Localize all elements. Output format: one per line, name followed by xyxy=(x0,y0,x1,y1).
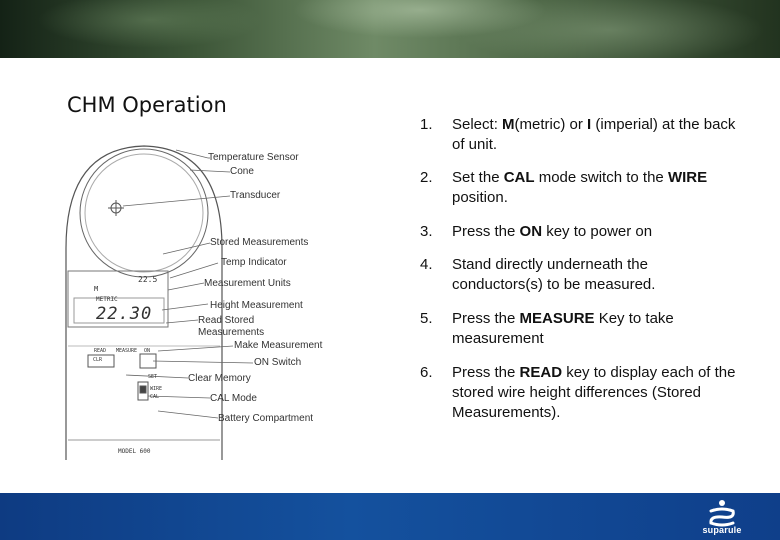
callout-read-stored-2: Measurements xyxy=(198,327,265,338)
step-text xyxy=(452,222,742,242)
step-text-segment: Press the xyxy=(452,310,520,327)
callout-clear-memory: Clear Memory xyxy=(188,373,251,384)
device-diagram xyxy=(58,128,388,468)
step-keyword: M xyxy=(502,116,515,133)
lcd-temp: 22.5 xyxy=(138,275,158,284)
step-text-segment: Set the xyxy=(452,169,504,186)
set-label: SET xyxy=(148,374,158,380)
step-text-segment: Press the xyxy=(452,223,520,240)
step-number: 1. xyxy=(420,116,433,133)
step-keyword: I xyxy=(587,116,592,133)
step-keyword: READ xyxy=(519,364,563,381)
callout-make-measurement: Make Measurement xyxy=(234,340,323,351)
step-number: 4. xyxy=(420,256,433,273)
step-keyword: ON xyxy=(519,223,543,240)
step-text-segment: (metric) or xyxy=(514,116,588,133)
step-keyword: WIRE xyxy=(667,169,708,186)
clear-key-label: CLR xyxy=(93,357,103,363)
callout-height-measurement: Height Measurement xyxy=(210,300,303,311)
read-key-label: READ xyxy=(94,348,107,354)
lcd-unit: M xyxy=(94,285,99,293)
step-text-segment: (imperial) at the back of unit. xyxy=(452,116,736,153)
callout-read-stored-1: Read Stored xyxy=(198,315,255,326)
step-text-segment: key to power on xyxy=(542,223,653,240)
step-keyword: CAL xyxy=(503,169,535,186)
brand-name: suparule xyxy=(702,525,742,535)
cal-label: CAL xyxy=(150,394,160,400)
callout-temp-indicator: Temp Indicator xyxy=(221,257,287,268)
bottom-banner xyxy=(0,493,780,540)
callout-cal-mode: CAL Mode xyxy=(210,393,257,404)
step-text-segment: Stand directly underneath the conductors(s) to be measured. xyxy=(452,256,656,293)
lcd-reading: 22.30 xyxy=(96,304,153,324)
measure-key-label: MEASURE xyxy=(116,348,138,354)
step-text-segment: Press the xyxy=(452,364,520,381)
step-text xyxy=(452,115,742,155)
step-text-segment: mode switch to the xyxy=(534,169,668,186)
step-text-segment: Key to take measurement xyxy=(452,310,674,347)
step-text xyxy=(452,168,742,208)
callout-battery-compartment: Battery Compartment xyxy=(218,413,314,424)
model-label: MODEL 600 xyxy=(118,448,151,455)
step-text xyxy=(452,363,742,423)
top-banner xyxy=(0,0,780,58)
step-number: 5. xyxy=(420,310,433,327)
step-text-segment: key to display each of the stored wire height differences (Stored Measurements). xyxy=(452,364,736,421)
callout-transducer: Transducer xyxy=(230,190,281,201)
step-number: 2. xyxy=(420,169,433,186)
lcd-mode: METRIC xyxy=(96,296,118,303)
step-text-segment: Select: xyxy=(452,116,503,133)
step-number: 3. xyxy=(420,223,433,240)
on-key-label: ON xyxy=(144,348,151,354)
step-text xyxy=(452,309,742,349)
step-text xyxy=(452,255,742,295)
callout-stored-measurements: Stored Measurements xyxy=(210,237,309,248)
callout-cone: Cone xyxy=(230,166,254,177)
step-text-segment: position. xyxy=(452,189,508,206)
callout-measurement-units: Measurement Units xyxy=(204,278,291,289)
callout-temperature-sensor: Temperature Sensor xyxy=(208,152,299,163)
wire-label: WIRE xyxy=(150,386,163,392)
step-number: 6. xyxy=(420,364,433,381)
step-keyword: MEASURE xyxy=(519,310,595,327)
slide-title: CHM Operation xyxy=(67,93,227,117)
callout-on-switch: ON Switch xyxy=(254,357,302,368)
